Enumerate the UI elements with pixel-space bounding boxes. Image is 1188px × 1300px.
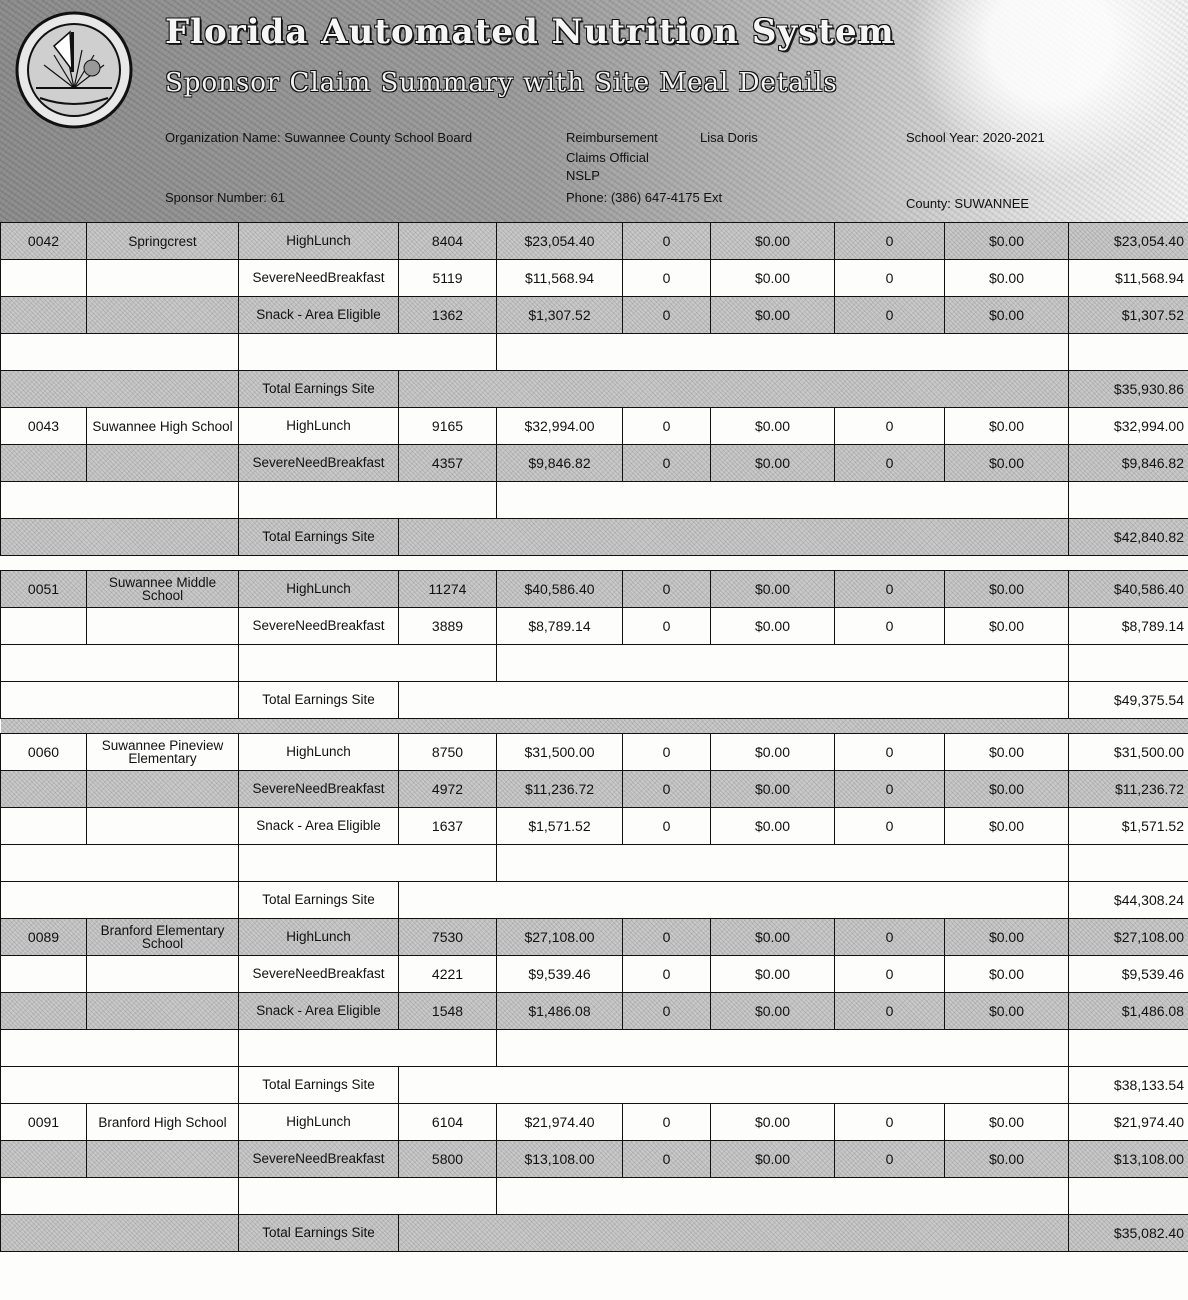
meal-type: SevereNeedBreakfast (239, 956, 399, 993)
amount-2: $0.00 (711, 445, 835, 482)
count-3: 0 (835, 408, 945, 445)
site-name (87, 1141, 239, 1178)
meal-count: 3889 (399, 608, 497, 645)
count-2: 0 (623, 1104, 711, 1141)
meal-type: SevereNeedBreakfast (239, 608, 399, 645)
site-total-row (1, 682, 1188, 719)
phone-number: Phone: (386) 647-4175 Ext (566, 190, 723, 205)
site-id (1, 445, 87, 482)
spacer-row (1, 556, 1188, 571)
count-2: 0 (623, 956, 711, 993)
report-title: Florida Automated Nutrition System (165, 12, 895, 52)
amount-2: $0.00 (711, 919, 835, 956)
meal-type: SevereNeedBreakfast (239, 771, 399, 808)
blank-cell (497, 1178, 1069, 1215)
count-3: 0 (835, 993, 945, 1030)
table-row (1, 771, 1188, 808)
blank-cell (239, 1178, 497, 1215)
blank-cell (1, 1067, 239, 1104)
meal-type: Snack - Area Eligible (239, 993, 399, 1030)
count-3: 0 (835, 808, 945, 845)
meal-amount: $1,486.08 (497, 993, 623, 1030)
blank-cell (1, 334, 239, 371)
meal-count: 1637 (399, 808, 497, 845)
blank-cell (239, 845, 497, 882)
report-header (0, 0, 1188, 222)
meal-total: $9,539.46 (1069, 956, 1188, 993)
count-2: 0 (623, 445, 711, 482)
amount-2: $0.00 (711, 223, 835, 260)
amount-3: $0.00 (945, 223, 1069, 260)
count-2: 0 (623, 408, 711, 445)
amount-2: $0.00 (711, 734, 835, 771)
blank-cell (239, 334, 497, 371)
site-id (1, 993, 87, 1030)
meal-amount: $9,846.82 (497, 445, 623, 482)
meal-count: 4357 (399, 445, 497, 482)
table-row (1, 734, 1188, 771)
blank-cell (1, 482, 239, 519)
blank-row (1, 845, 1188, 882)
count-2: 0 (623, 734, 711, 771)
count-3: 0 (835, 223, 945, 260)
blank-row (1, 1030, 1188, 1067)
meal-count: 7530 (399, 919, 497, 956)
blank-cell (1, 519, 239, 556)
meal-total: $40,586.40 (1069, 571, 1188, 608)
blank-cell (399, 1215, 1069, 1252)
amount-3: $0.00 (945, 993, 1069, 1030)
claims-official-label: Claims Official (566, 150, 649, 165)
site-id: 0042 (1, 223, 87, 260)
total-label: Total Earnings Site (239, 519, 399, 556)
blank-row (1, 334, 1188, 371)
meal-count: 5119 (399, 260, 497, 297)
count-2: 0 (623, 919, 711, 956)
amount-3: $0.00 (945, 408, 1069, 445)
site-name: Branford High School (87, 1104, 239, 1141)
table-row (1, 808, 1188, 845)
site-name: Suwannee Pineview Elementary (87, 734, 239, 771)
site-meal-details-table (0, 222, 1188, 1252)
blank-cell (1, 1215, 239, 1252)
spacer-cell (1, 556, 1188, 571)
blank-cell (1069, 645, 1188, 682)
spacer-row (1, 719, 1188, 734)
site-total-row (1, 1067, 1188, 1104)
site-name: Springcrest (87, 223, 239, 260)
meal-amount: $13,108.00 (497, 1141, 623, 1178)
blank-cell (1, 845, 239, 882)
meal-count: 1548 (399, 993, 497, 1030)
meal-total: $1,307.52 (1069, 297, 1188, 334)
site-id (1, 956, 87, 993)
site-total-row (1, 519, 1188, 556)
meal-type: HighLunch (239, 1104, 399, 1141)
site-total: $42,840.82 (1069, 519, 1188, 556)
meal-total: $9,846.82 (1069, 445, 1188, 482)
amount-2: $0.00 (711, 1104, 835, 1141)
amount-2: $0.00 (711, 408, 835, 445)
table-row (1, 223, 1188, 260)
meal-amount: $31,500.00 (497, 734, 623, 771)
site-name (87, 956, 239, 993)
meal-count: 6104 (399, 1104, 497, 1141)
amount-3: $0.00 (945, 1104, 1069, 1141)
meal-type: HighLunch (239, 408, 399, 445)
report-subtitle: Sponsor Claim Summary with Site Meal Details (165, 68, 838, 98)
sponsor-number: Sponsor Number: 61 (165, 190, 285, 205)
blank-cell (1, 1178, 239, 1215)
blank-row (1, 1178, 1188, 1215)
meal-type: HighLunch (239, 223, 399, 260)
school-year: School Year: 2020-2021 (906, 130, 1045, 145)
amount-2: $0.00 (711, 808, 835, 845)
total-label: Total Earnings Site (239, 1067, 399, 1104)
count-3: 0 (835, 1104, 945, 1141)
blank-cell (399, 519, 1069, 556)
site-id (1, 1141, 87, 1178)
site-name: Branford Elementary School (87, 919, 239, 956)
site-id: 0043 (1, 408, 87, 445)
count-3: 0 (835, 445, 945, 482)
count-3: 0 (835, 297, 945, 334)
blank-cell (497, 845, 1069, 882)
count-2: 0 (623, 260, 711, 297)
meal-amount: $32,994.00 (497, 408, 623, 445)
site-id: 0051 (1, 571, 87, 608)
site-id (1, 260, 87, 297)
site-total: $38,133.54 (1069, 1067, 1188, 1104)
count-2: 0 (623, 571, 711, 608)
site-total: $35,930.86 (1069, 371, 1188, 408)
meal-count: 4972 (399, 771, 497, 808)
site-name (87, 260, 239, 297)
site-name (87, 297, 239, 334)
amount-3: $0.00 (945, 260, 1069, 297)
site-name (87, 993, 239, 1030)
blank-cell (1069, 1178, 1188, 1215)
blank-cell (399, 1067, 1069, 1104)
site-id (1, 608, 87, 645)
table-row (1, 260, 1188, 297)
meal-amount: $40,586.40 (497, 571, 623, 608)
meal-type: Snack - Area Eligible (239, 297, 399, 334)
blank-cell (399, 882, 1069, 919)
blank-cell (1069, 845, 1188, 882)
site-total-row (1, 371, 1188, 408)
blank-cell (399, 682, 1069, 719)
amount-2: $0.00 (711, 771, 835, 808)
count-3: 0 (835, 571, 945, 608)
table-row (1, 1141, 1188, 1178)
amount-3: $0.00 (945, 734, 1069, 771)
blank-row (1, 645, 1188, 682)
program-label: NSLP (566, 168, 600, 183)
amount-3: $0.00 (945, 297, 1069, 334)
total-label: Total Earnings Site (239, 882, 399, 919)
count-2: 0 (623, 297, 711, 334)
count-3: 0 (835, 608, 945, 645)
blank-cell (1, 682, 239, 719)
site-total: $35,082.40 (1069, 1215, 1188, 1252)
site-name (87, 608, 239, 645)
blank-cell (1069, 334, 1188, 371)
meal-count: 8750 (399, 734, 497, 771)
site-total: $49,375.54 (1069, 682, 1188, 719)
blank-cell (1069, 1030, 1188, 1067)
contact-name: Lisa Doris (700, 130, 758, 145)
meal-total: $32,994.00 (1069, 408, 1188, 445)
amount-3: $0.00 (945, 771, 1069, 808)
meal-count: 5800 (399, 1141, 497, 1178)
meal-amount: $27,108.00 (497, 919, 623, 956)
count-2: 0 (623, 223, 711, 260)
spacer-cell (1, 719, 1188, 734)
meal-count: 9165 (399, 408, 497, 445)
amount-3: $0.00 (945, 608, 1069, 645)
count-2: 0 (623, 608, 711, 645)
meal-total: $1,486.08 (1069, 993, 1188, 1030)
blank-cell (1, 882, 239, 919)
meal-total: $8,789.14 (1069, 608, 1188, 645)
site-id (1, 771, 87, 808)
table-row (1, 993, 1188, 1030)
count-2: 0 (623, 808, 711, 845)
meal-amount: $23,054.40 (497, 223, 623, 260)
meal-total: $27,108.00 (1069, 919, 1188, 956)
meal-type: SevereNeedBreakfast (239, 445, 399, 482)
meal-amount: $1,571.52 (497, 808, 623, 845)
meal-type: SevereNeedBreakfast (239, 1141, 399, 1178)
amount-3: $0.00 (945, 571, 1069, 608)
meal-amount: $8,789.14 (497, 608, 623, 645)
site-id: 0089 (1, 919, 87, 956)
total-label: Total Earnings Site (239, 682, 399, 719)
amount-3: $0.00 (945, 919, 1069, 956)
count-3: 0 (835, 771, 945, 808)
county-label: County: SUWANNEE (906, 196, 1030, 211)
meal-type: HighLunch (239, 734, 399, 771)
blank-cell (497, 334, 1069, 371)
count-3: 0 (835, 734, 945, 771)
meal-total: $31,500.00 (1069, 734, 1188, 771)
amount-2: $0.00 (711, 993, 835, 1030)
site-id: 0091 (1, 1104, 87, 1141)
meal-amount: $21,974.40 (497, 1104, 623, 1141)
meal-type: HighLunch (239, 571, 399, 608)
meal-amount: $11,568.94 (497, 260, 623, 297)
site-name: Suwannee High School (87, 408, 239, 445)
table-row (1, 608, 1188, 645)
blank-cell (399, 371, 1069, 408)
site-name: Suwannee Middle School (87, 571, 239, 608)
meal-count: 1362 (399, 297, 497, 334)
count-2: 0 (623, 771, 711, 808)
meal-total: $1,571.52 (1069, 808, 1188, 845)
amount-3: $0.00 (945, 808, 1069, 845)
meal-type: SevereNeedBreakfast (239, 260, 399, 297)
site-name (87, 445, 239, 482)
blank-cell (239, 1030, 497, 1067)
blank-row (1, 482, 1188, 519)
count-3: 0 (835, 956, 945, 993)
amount-3: $0.00 (945, 1141, 1069, 1178)
count-2: 0 (623, 1141, 711, 1178)
organization-name: Organization Name: Suwannee County School Board (165, 130, 473, 145)
table-row (1, 919, 1188, 956)
site-name (87, 771, 239, 808)
table-row (1, 408, 1188, 445)
site-id: 0060 (1, 734, 87, 771)
blank-cell (239, 645, 497, 682)
reimbursement-label: Reimbursement (566, 130, 658, 145)
amount-2: $0.00 (711, 956, 835, 993)
count-3: 0 (835, 260, 945, 297)
table-row (1, 956, 1188, 993)
meal-type: HighLunch (239, 919, 399, 956)
meal-amount: $1,307.52 (497, 297, 623, 334)
site-total-row (1, 882, 1188, 919)
blank-cell (1, 645, 239, 682)
amount-2: $0.00 (711, 1141, 835, 1178)
table-row (1, 1104, 1188, 1141)
amount-3: $0.00 (945, 445, 1069, 482)
blank-cell (1, 1030, 239, 1067)
site-id (1, 808, 87, 845)
meal-amount: $11,236.72 (497, 771, 623, 808)
count-3: 0 (835, 919, 945, 956)
meal-total: $21,974.40 (1069, 1104, 1188, 1141)
amount-3: $0.00 (945, 956, 1069, 993)
table-row (1, 297, 1188, 334)
meal-count: 11274 (399, 571, 497, 608)
total-label: Total Earnings Site (239, 1215, 399, 1252)
meal-total: $13,108.00 (1069, 1141, 1188, 1178)
site-name (87, 808, 239, 845)
blank-cell (1, 371, 239, 408)
meal-type: Snack - Area Eligible (239, 808, 399, 845)
blank-cell (497, 1030, 1069, 1067)
meal-total: $11,236.72 (1069, 771, 1188, 808)
meal-amount: $9,539.46 (497, 956, 623, 993)
blank-cell (497, 482, 1069, 519)
table-row (1, 571, 1188, 608)
site-total-row (1, 1215, 1188, 1252)
amount-2: $0.00 (711, 571, 835, 608)
amount-2: $0.00 (711, 608, 835, 645)
site-total: $44,308.24 (1069, 882, 1188, 919)
site-id (1, 297, 87, 334)
blank-cell (1069, 482, 1188, 519)
meal-count: 4221 (399, 956, 497, 993)
meal-total: $23,054.40 (1069, 223, 1188, 260)
blank-cell (239, 482, 497, 519)
florida-state-seal-icon (14, 10, 134, 130)
total-label: Total Earnings Site (239, 371, 399, 408)
meal-count: 8404 (399, 223, 497, 260)
amount-2: $0.00 (711, 260, 835, 297)
table-row (1, 445, 1188, 482)
blank-cell (497, 645, 1069, 682)
amount-2: $0.00 (711, 297, 835, 334)
count-2: 0 (623, 993, 711, 1030)
count-3: 0 (835, 1141, 945, 1178)
meal-total: $11,568.94 (1069, 260, 1188, 297)
